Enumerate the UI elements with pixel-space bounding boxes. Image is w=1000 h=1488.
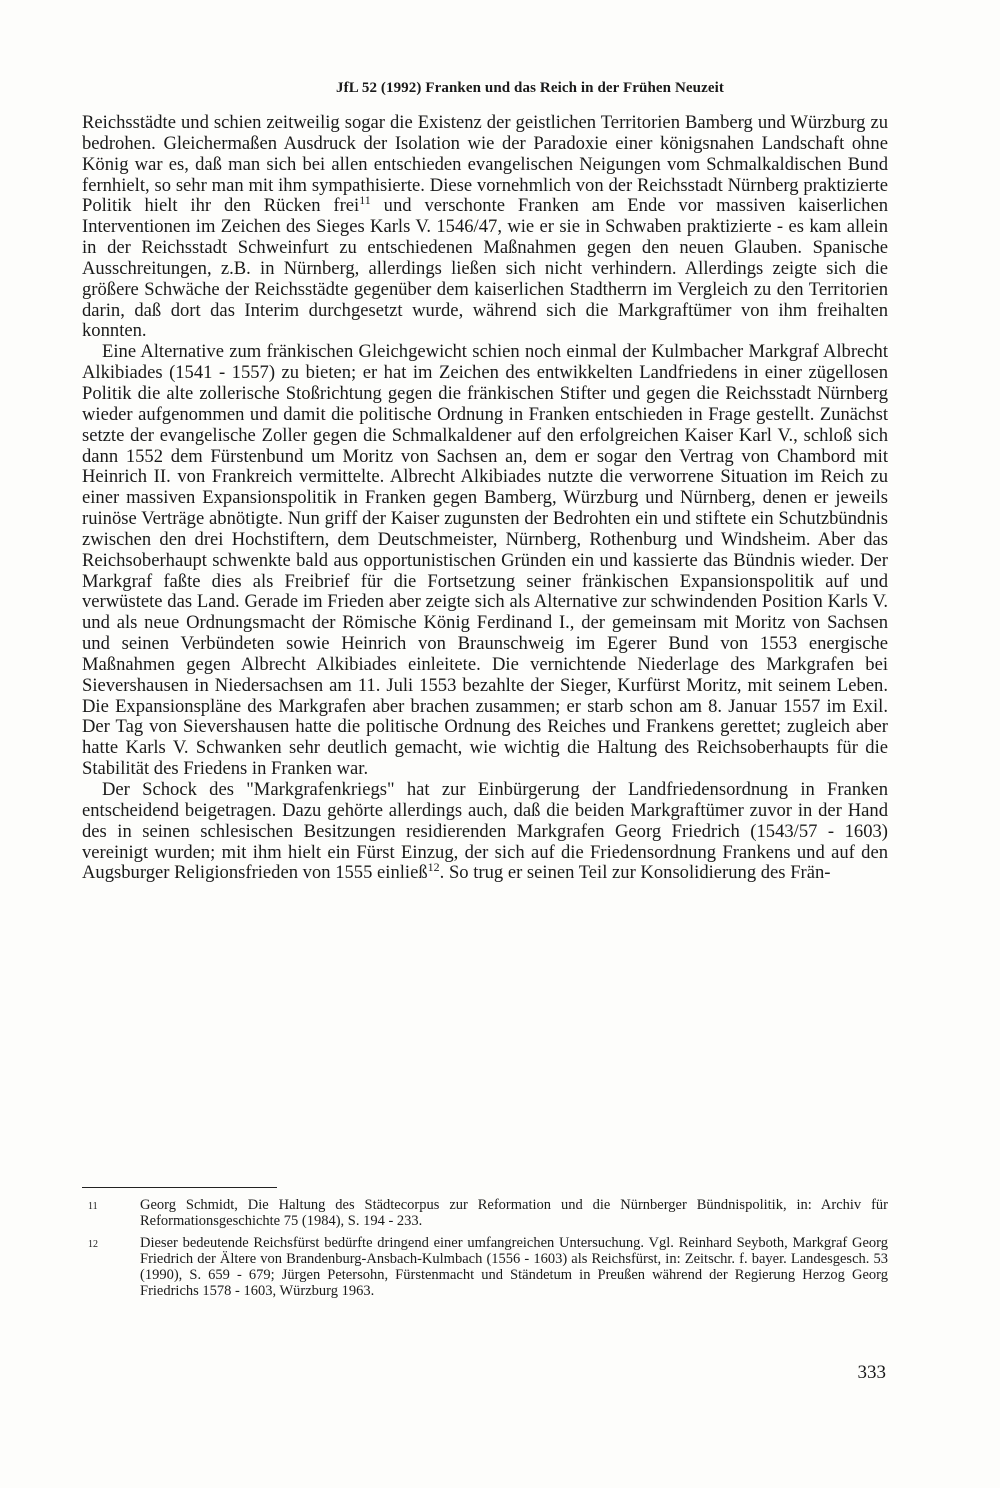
footnote-number: 12 <box>88 1238 98 1250</box>
body-paragraph <box>82 780 888 884</box>
footnote-number: 11 <box>88 1201 98 1212</box>
body-text <box>82 113 888 884</box>
footnote-separator <box>82 1187 277 1188</box>
footnote <box>82 1198 888 1230</box>
paragraph-text: Der Schock des "Markgrafenkriegs" hat zur Einbürgerung der Landfriedensordnung in Franken entscheidend beigetragen. Dazu gehörte allerdings auch, daß die beiden Markgraftümer zuvor in der Hand des in seinen schlesischen Besitzungen residierenden Markgrafen Georg Friedrich (1543/57 - 1603) vereinigt wurden; mit ihm hielt ein Fürst Einzug, der sich auf die Friedensordnung Frankens und auf den Augsburger Religionsfrieden von 1555 einließ <box>82 779 888 884</box>
footnote-text: Georg Schmidt, Die Haltung des Städtecorpus zur Reformation und die Nürnberger Bündnispolitik, in: Archiv für Reformationsgeschichte 75 (1984), S. 194 - 233. <box>140 1197 888 1229</box>
footnote-reference: 11 <box>359 193 371 208</box>
footnotes <box>82 1198 888 1305</box>
paragraph-text: . So trug er seinen Teil zur Konsolidierung des Frän- <box>439 862 831 884</box>
paragraph-text: Reichsstädte und schien zeitweilig sogar die Existenz der geistlichen Territorien Bamberg und Würzburg zu bedrohen. Gleichermaßen Ausdruck der Isolation wie der Paradoxie einer königsnahen Landschaft ohne König war es, daß man sich bei allen entschieden evangelischen Neigungen vom Schmalkaldischen Bund fernhielt, so sehr man mit ihm sympathisierte. Diese vornehmlich von der Reichsstadt Nürnberg praktizierte Politik hielt ihr den Rücken frei <box>82 112 888 217</box>
footnote <box>82 1236 888 1300</box>
page-number: 333 <box>857 1362 886 1383</box>
running-head: JfL 52 (1992) Franken und das Reich in der Frühen Neuzeit <box>336 80 724 96</box>
body-paragraph <box>82 342 888 780</box>
footnote-reference: 12 <box>427 860 440 875</box>
body-paragraph <box>82 113 888 342</box>
paragraph-text: und verschonte Franken am Ende vor massiven kaiserlichen Interventionen im Zeichen des Sieges Karls V. 1546/47, wie er sie in Schwaben praktizierte - es kam allein in der Reichsstadt Schweinfurt zu entschiedenen Maßnahmen gegen den neuen Glauben. Spanische Ausschreitungen, z.B. in Nürnberg, allerdings ließen sich nicht verhindern. Allerdings zeigte sich die größere Schwäche der Reichsstädte gegenüber dem kaiserlichen Stadtherrn im Vergleich zu den Territorien darin, daß dort das Interim durchgesetzt wurde, während sich die Markgraftümer von ihm freihalten konnten. <box>82 195 889 342</box>
paragraph-text: Eine Alternative zum fränkischen Gleichgewicht schien noch einmal der Kulmbacher Markgraf Albrecht Alkibiades (1541 - 1557) zu bieten; er hat im Zeichen des entwikkelten Landfriedens in einer zügellosen Politik die alte zollerische Stoßrichtung gegen die fränkischen Stifter und gegen die Reichsstadt Nürnberg wieder aufgenommen und damit die politische Ordnung in Franken entschieden in Frage gestellt. Zunächst setzte der evangelische Zoller gegen die Schmalkaldener auf den erfolgreichen Kaiser Karl V., schloß sich dann 1552 dem Fürstenbund um Moritz von Sachsen an, dem er sogar den Vertrag von Chambord mit Heinrich II. von Frankreich vermittelte. Albrecht Alkibiades nutzte die verworrene Situation im Reich zu einer massiven Expansionspolitik in Franken gegen Bamberg, Würzburg und Nürnberg, denen er jeweils ruinöse Verträge abnötigte. Nun griff der Kaiser zugunsten der Bedrohten ein und stiftete ein Schutzbündnis zwischen den drei Hochstiftern, dem Deutschmeister, Nürnberg, Rothenburg und Windsheim. Aber das Reichsoberhaupt schwenkte bald aus opportunistischen Gründen ein und kassierte das Bündnis wieder. Der Markgraf faßte dies als Freibrief für die Fortsetzung seiner fränkischen Expansionspolitik auf und verwüstete das Land. Gerade im Frieden aber zeigte sich als Alternative zur schwindenden Position Karls V. und als neue Ordnungsmacht der Römische König Ferdinand I., der gemeinsam mit Moritz von Sachsen und seinen Verbündeten sowie Heinrich von Braunschweig im Egerer Bund von 1553 energische Maßnahmen gegen Albrecht Alkibiades einleitete. Die vernichtende Niederlage des Markgrafen bei Sievershausen in Niedersachsen am 11. Juli 1553 bezahlte der Sieger, Kurfürst Moritz, mit seinem Leben. Die Expansionspläne des Markgrafen aber brachen zusammen; er starb schon am 8. Januar 1557 im Exil. Der Tag von Sievershausen hatte die politische Ordnung des Reiches und Frankens gerettet; zugleich aber hatte Karls V. Schwanken sehr deutlich gemacht, wie wichtig die Haltung des Reichsoberhaupts für die Stabilität des Friedens in Franken war. <box>82 341 888 780</box>
footnote-text: Dieser bedeutende Reichsfürst bedürfte dringend einer umfangreichen Untersuchung. Vgl. Reinhard Seyboth, Markgraf Georg Friedrich der Ältere von Brandenburg-Ansbach-Kulmbach (1556 - 1603) als Reichsfürst, in: Zeitschr. f. bayer. Landesgesch. 53 (1990), S. 659 - 679; Jürgen Petersohn, Fürstenmacht und Ständetum in Preußen während der Regierung Herzog Georg Friedrichs 1578 - 1603, Würzburg 1963. <box>140 1234 888 1299</box>
